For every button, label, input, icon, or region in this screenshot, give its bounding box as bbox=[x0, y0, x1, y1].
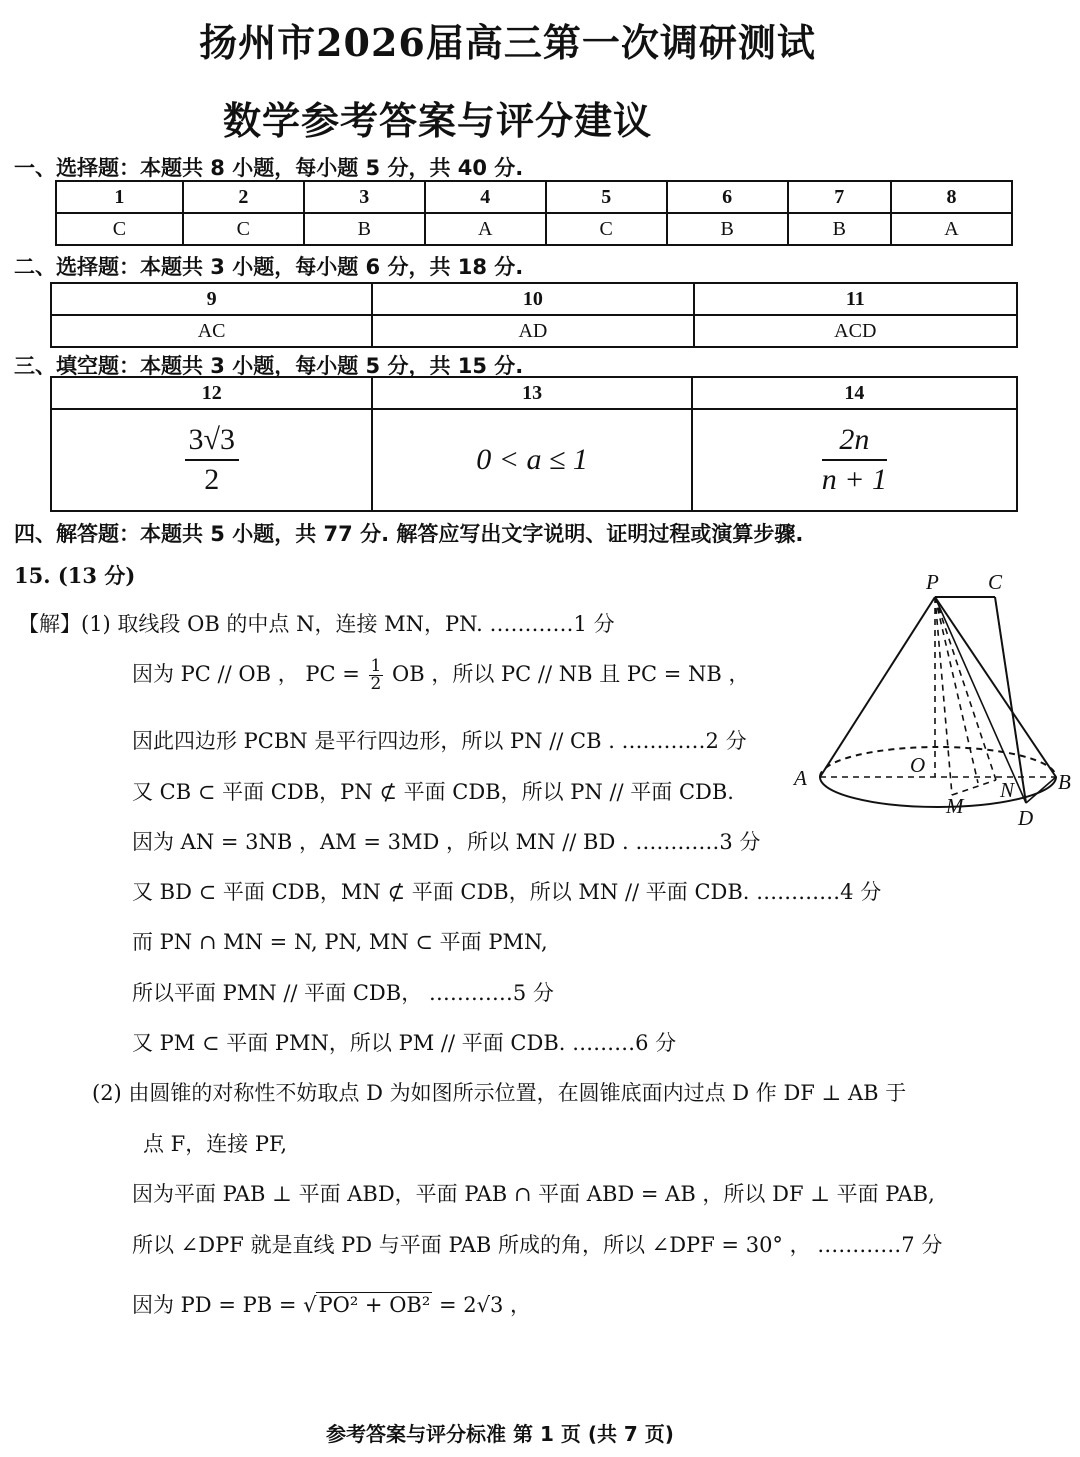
table-cell: A bbox=[425, 213, 546, 245]
answer-13-cell: 0 < a ≤ 1 bbox=[372, 409, 691, 511]
fraction: $\frac{3√3}{2}$ bbox=[185, 423, 239, 497]
table-cell: 10 bbox=[372, 283, 693, 315]
point-label: N bbox=[1000, 778, 1015, 802]
table-cell: 7 bbox=[788, 181, 891, 213]
table-cell: 11 bbox=[694, 283, 1017, 315]
table-cell: B bbox=[788, 213, 891, 245]
table-cell: 4 bbox=[425, 181, 546, 213]
table-cell: 6 bbox=[667, 181, 788, 213]
solution-line: 因为 PD = PB = √PO² + OB² = 2√3 ， bbox=[132, 1293, 532, 1317]
solution-line: 又 PM ⊂ 平面 PMN，所以 PM // 平面 CDB. ………6 分 bbox=[132, 1031, 677, 1055]
table-cell: 14 bbox=[692, 377, 1017, 409]
table-cell: 9 bbox=[51, 283, 372, 315]
table-cell: B bbox=[304, 213, 425, 245]
page-title: 扬州市2026届高三第一次调研测试 bbox=[199, 20, 816, 65]
solution-line: 因为 PC // OB ， PC = $\frac{1}{2}$ OB ，所以 PC // NB 且 PC = NB ， bbox=[132, 656, 750, 694]
table-cell: C bbox=[56, 213, 183, 245]
table-cell: ACD bbox=[694, 315, 1017, 347]
table-cell: C bbox=[546, 213, 667, 245]
solution-line: 因此四边形 PCBN 是平行四边形，所以 PN // CB . …………2 分 bbox=[132, 729, 747, 753]
solution-line: 而 PN ∩ MN = N, PN, MN ⊂ 平面 PMN, bbox=[132, 930, 548, 954]
solution-line: (2) 由圆锥的对称性不妨取点 D 为如图所示位置，在圆锥底面内过点 D 作 DF ⊥ AB 于 bbox=[92, 1081, 907, 1105]
section4-heading: 四、解答题：本题共 5 小题，共 77 分. 解答应写出文字说明、证明过程或演算步骤. bbox=[14, 522, 804, 546]
table-cell: B bbox=[667, 213, 788, 245]
solution-line: 又 CB ⊂ 平面 CDB，PN ⊄ 平面 CDB，所以 PN // 平面 CDB. bbox=[132, 780, 734, 804]
page-footer: 参考答案与评分标准 第 1 页 (共 7 页) bbox=[326, 1422, 674, 1446]
section3-table bbox=[50, 376, 1018, 512]
solution-line: 所以 ∠DPF 就是直线 PD 与平面 PAB 所成的角，所以 ∠DPF = 30° ， …………7 分 bbox=[132, 1233, 943, 1257]
question-label: 15. (13 分) bbox=[14, 563, 136, 588]
answer-12-cell bbox=[51, 409, 372, 511]
point-label: B bbox=[1058, 770, 1071, 794]
table-cell: 8 bbox=[891, 181, 1012, 213]
table-cell: 1 bbox=[56, 181, 183, 213]
table-cell: 12 bbox=[51, 377, 372, 409]
section2-heading: 二、选择题：本题共 3 小题，每小题 6 分，共 18 分. bbox=[14, 255, 524, 279]
point-label: D bbox=[1018, 806, 1034, 830]
section2-table bbox=[50, 282, 1018, 348]
table-cell: AC bbox=[51, 315, 372, 347]
solution-line: 因为 AN = 3NB ，AM = 3MD ，所以 MN // BD . …………3 分 bbox=[132, 830, 761, 854]
point-label: P bbox=[926, 570, 939, 594]
table-cell: AD bbox=[372, 315, 693, 347]
section3-heading: 三、填空题：本题共 3 小题，每小题 5 分，共 15 分. bbox=[14, 354, 524, 378]
table-cell: 13 bbox=[372, 377, 691, 409]
solution-line: 因为平面 PAB ⊥ 平面 ABD，平面 PAB ∩ 平面 ABD = AB ，所以 DF ⊥ 平面 PAB, bbox=[132, 1182, 935, 1206]
point-label: A bbox=[794, 766, 807, 790]
table-cell: A bbox=[891, 213, 1012, 245]
point-label: C bbox=[988, 570, 1003, 594]
point-label: M bbox=[946, 794, 964, 818]
table-cell: 5 bbox=[546, 181, 667, 213]
solution-line: 【解】(1) 取线段 OB 的中点 N，连接 MN，PN. …………1 分 bbox=[18, 612, 615, 636]
solution-line: 所以平面 PMN // 平面 CDB， …………5 分 bbox=[132, 981, 554, 1005]
fraction: $\frac{2n}{n + 1}$ bbox=[821, 423, 887, 496]
table-cell: 2 bbox=[183, 181, 304, 213]
cone-figure bbox=[790, 565, 1075, 835]
section1-heading: 一、选择题：本题共 8 小题，每小题 5 分，共 40 分. bbox=[14, 156, 524, 180]
fraction: $\frac{1}{2}$ bbox=[370, 656, 382, 694]
solution-line: 又 BD ⊂ 平面 CDB，MN ⊄ 平面 CDB，所以 MN // 平面 CDB. …………4 分 bbox=[132, 880, 882, 904]
section1-table bbox=[55, 180, 1013, 246]
table-cell: 3 bbox=[304, 181, 425, 213]
table-cell: C bbox=[183, 213, 304, 245]
solution-line: 点 F，连接 PF, bbox=[143, 1132, 288, 1156]
point-label: O bbox=[910, 753, 926, 777]
answer-14-cell bbox=[692, 409, 1017, 511]
page-subtitle: 数学参考答案与评分建议 bbox=[222, 98, 652, 143]
